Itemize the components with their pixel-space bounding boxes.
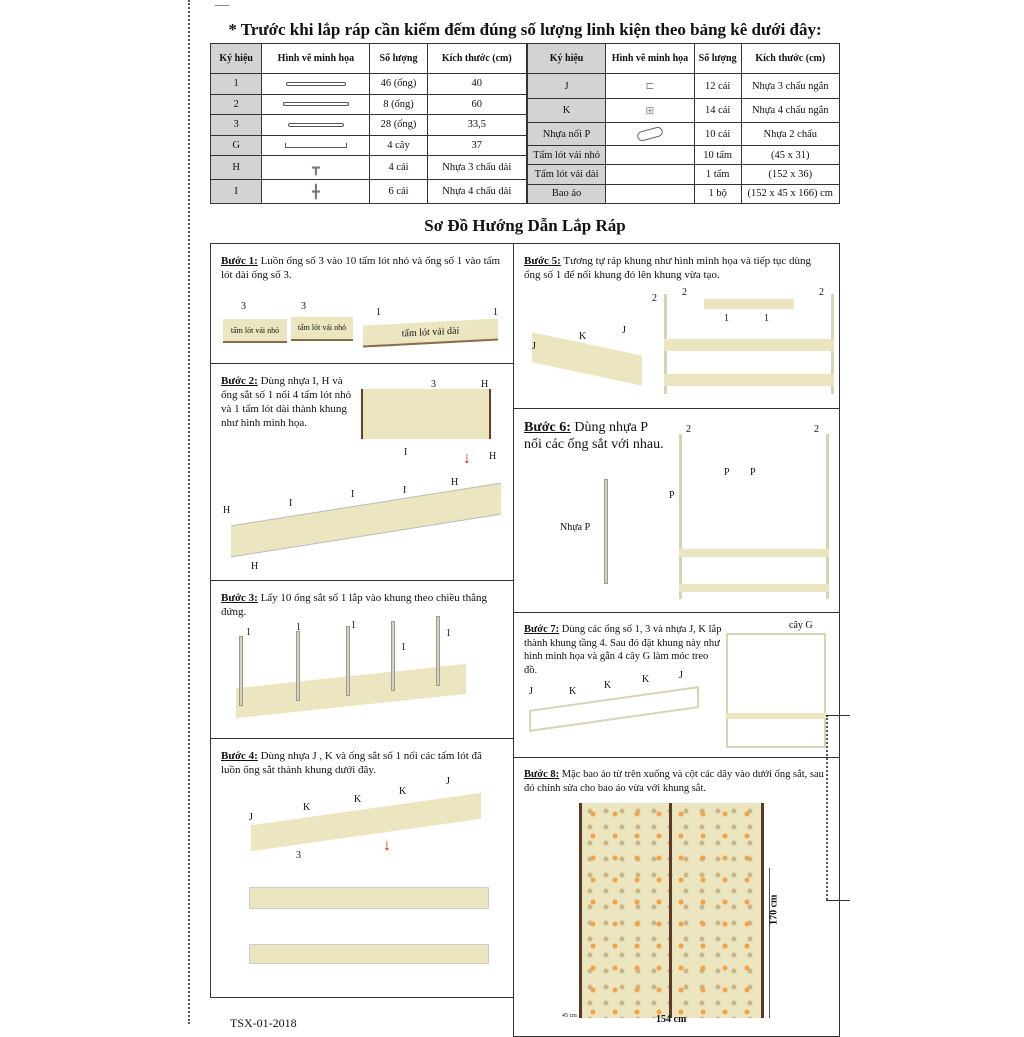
- cell: K: [528, 99, 606, 123]
- step-4: [210, 738, 514, 998]
- cell: Nhựa 3 chấu ngắn: [741, 74, 840, 99]
- frame-with-poles-illustration: [236, 664, 466, 718]
- small-pad-illustration: tấm lót vải nhỏ: [291, 317, 353, 341]
- label: P: [724, 467, 730, 478]
- label: P: [750, 467, 756, 478]
- label: 2: [686, 424, 691, 435]
- long-tube-icon: [262, 94, 370, 115]
- label: J: [249, 812, 253, 823]
- cell: H: [211, 156, 262, 180]
- step-6: [513, 408, 840, 613]
- cell: 3: [211, 115, 262, 136]
- label: 3: [296, 850, 301, 861]
- cell: 37: [427, 135, 526, 156]
- step-text: Dùng nhựa I, H và ống sắt số 1 nối 4 tấm lót nhỏ và 1 tấm lót dài thành khung như hình minh họa.: [221, 375, 352, 429]
- joined-frame-illustration: [251, 793, 481, 854]
- col-illustration: Hình vẽ minh họa: [262, 44, 370, 74]
- step-2: [210, 363, 514, 581]
- connector-dotted-line: [826, 715, 828, 900]
- label: K: [303, 802, 311, 813]
- step-text: Lấy 10 ống sắt số 1 lắp vào khung theo chiều thẳng đứng.: [221, 592, 487, 618]
- step-3: [210, 580, 514, 739]
- step-label: Bước 3:: [221, 592, 258, 604]
- long-tube-icon: [262, 74, 370, 95]
- step-label: Bước 6:: [524, 420, 571, 435]
- t-connector-icon: ┳: [262, 156, 370, 180]
- p-joint-icon: [606, 123, 695, 146]
- two-tier-frame-illustration: [249, 887, 489, 909]
- label: J: [532, 341, 536, 352]
- label: 3: [301, 301, 306, 312]
- cell: I: [211, 180, 262, 204]
- col-symbol: Ký hiệu: [528, 44, 606, 74]
- step-label: Bước 4:: [221, 750, 258, 762]
- k-connector-icon: ⊞: [606, 99, 695, 123]
- connector-line: [826, 715, 850, 716]
- step-label: Bước 7:: [524, 624, 560, 635]
- step-text: Dùng các ống số 1, 3 và nhựa J, K lắp thành khung tầng 4. Sau đó đặt khung này như hình minh họa và gắn 4 cây G làm móc treo đồ.: [524, 624, 722, 676]
- cell: 1 tấm: [694, 165, 741, 184]
- label: H: [489, 451, 497, 462]
- joined-pole-illustration: [604, 479, 608, 584]
- height-dimension-line: [769, 868, 770, 1018]
- hanger-rod-icon: [262, 135, 370, 156]
- step-1: [210, 243, 514, 364]
- cell: J: [528, 74, 606, 99]
- long-pad-illustration: tấm lót vải dài: [363, 318, 498, 347]
- empty-cell: [606, 146, 695, 165]
- label: H: [223, 505, 231, 516]
- step-label: Bước 5:: [524, 255, 561, 267]
- step-5: [513, 243, 840, 409]
- label: 1: [493, 307, 498, 318]
- label: I: [351, 489, 355, 500]
- frame-detail-illustration: [361, 389, 491, 439]
- label: J: [679, 670, 683, 681]
- cell: 60: [427, 94, 526, 115]
- label: 2: [819, 287, 824, 298]
- label: 2: [682, 287, 687, 298]
- cell: 4 cây: [370, 135, 427, 156]
- down-arrow-icon: ↓: [383, 837, 391, 854]
- short-tube-icon: [262, 115, 370, 136]
- cell: 1 bộ: [694, 184, 741, 203]
- label: J: [446, 776, 450, 787]
- label: Nhựa P: [560, 522, 591, 533]
- step-text: Dùng nhựa P nối các ống sắt với nhau.: [524, 420, 664, 452]
- frame-illustration: [679, 434, 829, 599]
- zipper: [669, 803, 672, 1018]
- label: 1: [296, 622, 301, 633]
- parts-table-right: [527, 43, 840, 204]
- label: K: [604, 680, 612, 691]
- label: 2: [652, 293, 657, 304]
- label: 1: [246, 627, 251, 638]
- step-text: Mặc bao áo từ trên xuống và cột các dây vào dưới ống sắt, sau đó chỉnh sửa cho bao áo vừa với khung sắt.: [524, 769, 824, 794]
- col-size: Kích thước (cm): [427, 44, 526, 74]
- cross-connector-icon: ╋: [262, 180, 370, 204]
- step-7: [513, 612, 840, 758]
- cell: 28 (ống): [370, 115, 427, 136]
- cell: 14 cái: [694, 99, 741, 123]
- logo-fragment: [215, 0, 229, 6]
- step-label: Bước 2:: [221, 375, 258, 387]
- height-label: 170 cm: [768, 894, 780, 925]
- label: K: [399, 786, 407, 797]
- frame-section-illustration: [532, 332, 642, 385]
- col-symbol: Ký hiệu: [211, 44, 262, 74]
- label: 1: [351, 620, 356, 631]
- cell: 46 (ống): [370, 74, 427, 95]
- label: cây G: [789, 620, 813, 631]
- cell: Nhựa 4 chấu ngắn: [741, 99, 840, 123]
- cell: (152 x 36): [741, 165, 840, 184]
- small-pad-illustration: tấm lót vải nhỏ: [223, 319, 287, 343]
- step-text: Luồn ống số 3 vào 10 tấm lót nhỏ và ống số 1 vào tấm lót dài ống số 3.: [221, 255, 501, 281]
- checklist-title: * Trước khi lắp ráp cần kiểm đếm đúng số lượng linh kiện theo bảng kê dưới đây:: [228, 20, 822, 39]
- width-label: 154 cm: [656, 1014, 687, 1025]
- cut-line: [188, 0, 190, 1024]
- label: 3: [431, 379, 436, 390]
- label: I: [289, 498, 293, 509]
- label: K: [579, 331, 587, 342]
- label: J: [529, 686, 533, 697]
- cell: Nhựa nối P: [528, 123, 606, 146]
- cell: Nhựa 4 chấu dài: [427, 180, 526, 204]
- shelf: [249, 944, 489, 964]
- depth-label: 45 cm: [562, 1013, 577, 1019]
- empty-cell: [606, 184, 695, 203]
- connector-line: [826, 900, 850, 901]
- top-frame-illustration: [529, 686, 699, 732]
- label: H: [451, 477, 459, 488]
- parts-table-left: [210, 43, 527, 204]
- label: 1: [401, 642, 406, 653]
- step-text: Tương tự ráp khung như hình minh họa và tiếp tục dùng ống số 1 để nối khung đó lên khung vừa tạo.: [524, 255, 812, 281]
- frame-illustration: [231, 483, 501, 558]
- cell: Nhựa 2 chấu: [741, 123, 840, 146]
- label: 1: [724, 313, 729, 324]
- cell: 6 cái: [370, 180, 427, 204]
- footer-code: TSX-01-2018: [230, 1016, 297, 1030]
- step-label: Bước 8:: [524, 769, 560, 780]
- cell: Tấm lót vải dài: [528, 165, 606, 184]
- step-text: Dùng nhựa J , K và ống sắt số 1 nối các tấm lót đã luồn ống sắt thành khung dưới đây.: [221, 750, 482, 776]
- label: H: [251, 561, 259, 572]
- label: 2: [814, 424, 819, 435]
- cell: 12 cái: [694, 74, 741, 99]
- label: I: [403, 485, 407, 496]
- label: K: [354, 794, 362, 805]
- cell: 10 cái: [694, 123, 741, 146]
- cell: (45 x 31): [741, 146, 840, 165]
- cell: G: [211, 135, 262, 156]
- full-frame-illustration: [726, 633, 826, 748]
- cell: Nhựa 3 chấu dài: [427, 156, 526, 180]
- label: 1: [446, 628, 451, 639]
- step-label: Bước 1:: [221, 255, 258, 267]
- j-connector-icon: ⊏: [606, 74, 695, 99]
- cell: 2: [211, 94, 262, 115]
- cell: 8 (ống): [370, 94, 427, 115]
- label: H: [481, 379, 489, 390]
- label: 1: [764, 313, 769, 324]
- col-qty: Số lượng: [370, 44, 427, 74]
- label: J: [622, 325, 626, 336]
- cell: 40: [427, 74, 526, 95]
- cell: 4 cái: [370, 156, 427, 180]
- cell: Tấm lót vải nhỏ: [528, 146, 606, 165]
- label: K: [569, 686, 577, 697]
- label: P: [669, 490, 675, 501]
- label: I: [404, 447, 408, 458]
- col-size: Kích thước (cm): [741, 44, 840, 74]
- col-qty: Số lượng: [694, 44, 741, 74]
- label: K: [642, 674, 650, 685]
- step-8: [513, 757, 840, 1037]
- cell: 33,5: [427, 115, 526, 136]
- down-arrow-icon: ↓: [463, 450, 471, 467]
- cell: Bao áo: [528, 184, 606, 203]
- label: 1: [376, 307, 381, 318]
- assembly-title: Sơ Đồ Hướng Dẫn Lắp Ráp: [424, 216, 626, 235]
- label: 3: [241, 301, 246, 312]
- cell: 10 tấm: [694, 146, 741, 165]
- cell: 1: [211, 74, 262, 95]
- empty-cell: [606, 165, 695, 184]
- cell: (152 x 45 x 166) cm: [741, 184, 840, 203]
- col-illustration: Hình vẽ minh họa: [606, 44, 695, 74]
